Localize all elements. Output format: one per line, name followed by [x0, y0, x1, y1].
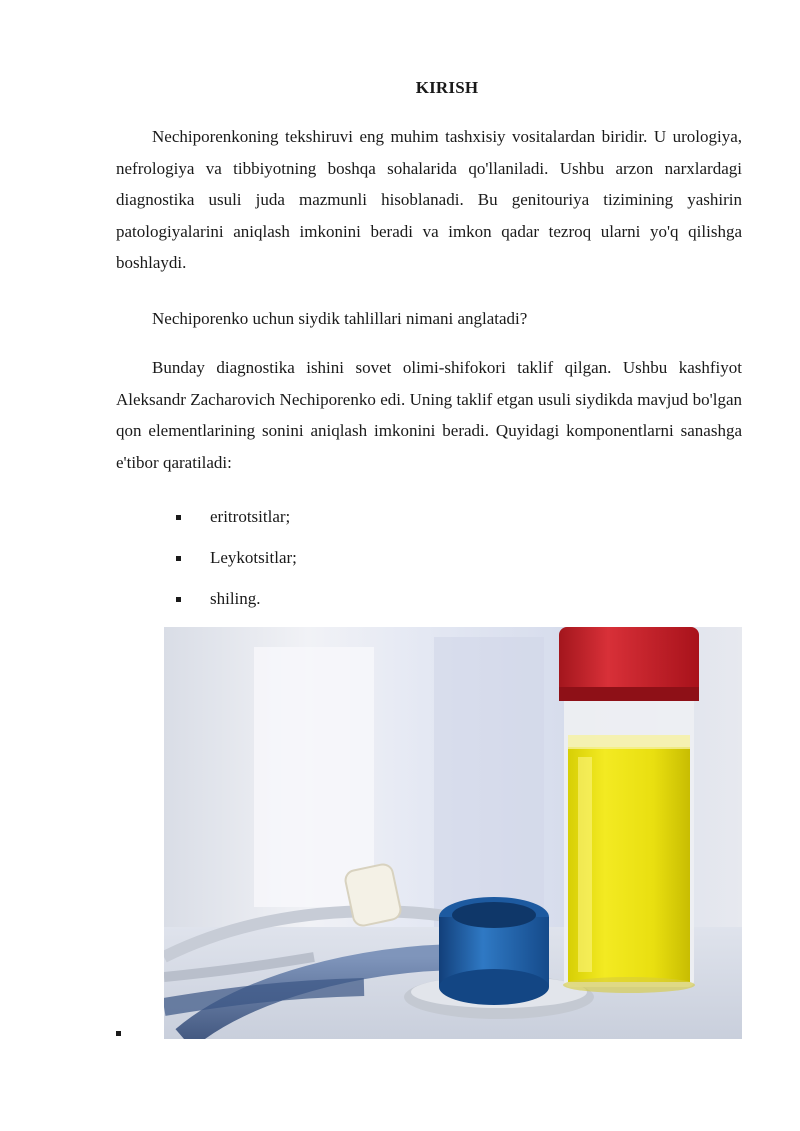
square-bullet-icon — [176, 556, 181, 561]
list-item-text: shiling. — [210, 589, 261, 608]
square-bullet-icon — [176, 515, 181, 520]
urine-sample-photo — [164, 627, 742, 1039]
list-item — [174, 502, 297, 543]
list-item — [174, 543, 297, 584]
intro-paragraph: Nechiporenkoning tekshiruvi eng muhim tashxisiy vositalardan biridir. U urologiya, nefrologiya va tibbiyotning boshqa sohalarida qo'llaniladi. Ushbu arzon narxlardagi diagnostika usuli juda mazmunli hisoblanadi. Bu genitouriya tizimining yashirin patologiyalarini aniqlash imkonini beradi va imkon qadar tezroq ularni yo'q qilishga boshlaydi. — [116, 127, 742, 273]
list-item-text: eritrotsitlar; — [210, 507, 291, 526]
question-paragraph: Nechiporenko uchun siydik tahlillari nimani anglatadi? — [152, 309, 528, 328]
list-item-text: Leykotsitlar; — [210, 548, 297, 567]
method-paragraph: Bunday diagnostika ishini sovet olimi-shifokori taklif qilgan. Ushbu kashfiyot Aleksandr Zacharovich Nechiporenko edi. Uning taklif etgan usuli siydikda mavjud bo'lgan qon elementlarining sonini aniqlash imkonini beradi. Quyidagi komponentlarni sanashga e'tibor qaratiladi: — [116, 358, 742, 472]
list-item — [174, 584, 297, 625]
square-bullet-icon — [176, 597, 181, 602]
square-bullet-icon — [116, 1031, 121, 1036]
components-list — [174, 502, 297, 625]
page-title: KIRISH — [415, 78, 479, 97]
